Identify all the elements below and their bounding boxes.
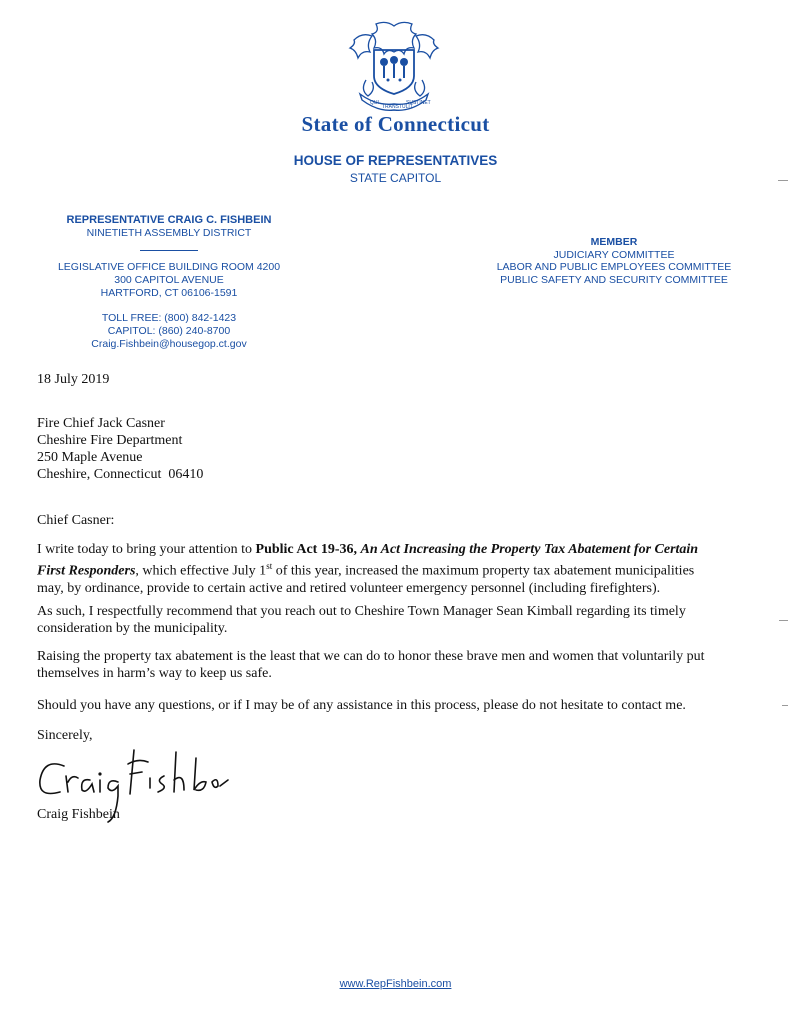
closing: Sincerely, [37, 728, 93, 743]
website-link[interactable]: www.RepFishbein.com [339, 978, 452, 990]
seal-motto-3: SUSTINET [406, 100, 431, 106]
letter-date: 18 July 2019 [37, 372, 110, 387]
committee-item: JUDICIARY COMMITTEE [553, 248, 675, 261]
representative-block [40, 214, 298, 351]
paragraph-2: As such, I respectfully recommend that you reach out to Cheshire Town Manager Sean Kimball regarding its timely consideration by the municipality. [37, 604, 686, 636]
state-seal [346, 20, 442, 112]
signer-name: Craig Fishbein [37, 807, 120, 822]
committee-item: PUBLIC SAFETY AND SECURITY COMMITTEE [500, 273, 728, 286]
paragraph-4: Should you have any questions, or if I may be of any assistance in this process, please do not hesitate to contact me. [37, 698, 686, 713]
capitol-phone: CAPITOL: (860) 240-8700 [107, 325, 231, 337]
capitol-heading: STATE CAPITOL [349, 171, 442, 185]
state-title: State of Connecticut [301, 112, 490, 136]
scan-mark [778, 180, 788, 181]
toll-free-phone: TOLL FREE: (800) 842-1423 [101, 312, 237, 324]
paragraph-3: Raising the property tax abatement is the least that we can do to honor these brave men and women that voluntarily put themselves in harm’s way to keep us safe. [37, 649, 705, 681]
recipient-address [37, 415, 717, 483]
member-heading: MEMBER [590, 236, 638, 248]
scan-mark [779, 620, 788, 621]
p1-mid: , which effective July 1 [135, 563, 267, 579]
city-line: HARTFORD, CT 06106-1591 [100, 287, 238, 299]
p1-lead: I write today to bring your attention to [37, 542, 256, 557]
divider [140, 250, 198, 251]
member-block [484, 236, 744, 286]
p1-sup: st [266, 561, 273, 571]
recipient-line: Cheshire, Connecticut 06410 [37, 467, 204, 482]
act-title: An Act Increasing the Property Tax Abatement for Certain First Responders [37, 542, 699, 579]
email: Craig.Fishbein@housegop.ct.gov [91, 338, 247, 350]
office-line: LEGISLATIVE OFFICE BUILDING ROOM 4200 [57, 261, 281, 273]
scan-mark [782, 705, 788, 706]
committee-item: LABOR AND PUBLIC EMPLOYEES COMMITTEE [496, 261, 732, 273]
recipient-line: Fire Chief Jack Casner [37, 416, 165, 431]
act-number: Public Act 19-36, [255, 542, 361, 557]
house-heading: HOUSE OF REPRESENTATIVES [293, 153, 498, 168]
seal-motto-1: QUI [370, 100, 379, 106]
district: NINETIETH ASSEMBLY DISTRICT [86, 227, 252, 239]
paragraph-1 [37, 541, 717, 597]
street-line: 300 CAPITOL AVENUE [114, 274, 224, 286]
recipient-line: 250 Maple Avenue [37, 450, 143, 465]
p1-tail: of this year, increased the maximum property tax abatement municipalities may, by ordinance, provide to certain active and retired volunteer emergency personnel (including firefighters). [37, 563, 695, 596]
representative-name: REPRESENTATIVE CRAIG C. FISHBEIN [66, 214, 272, 226]
seal-motto-2: TRANSTULIT [382, 104, 413, 110]
recipient-line: Cheshire Fire Department [37, 433, 183, 448]
salutation: Chief Casner: [37, 513, 115, 528]
